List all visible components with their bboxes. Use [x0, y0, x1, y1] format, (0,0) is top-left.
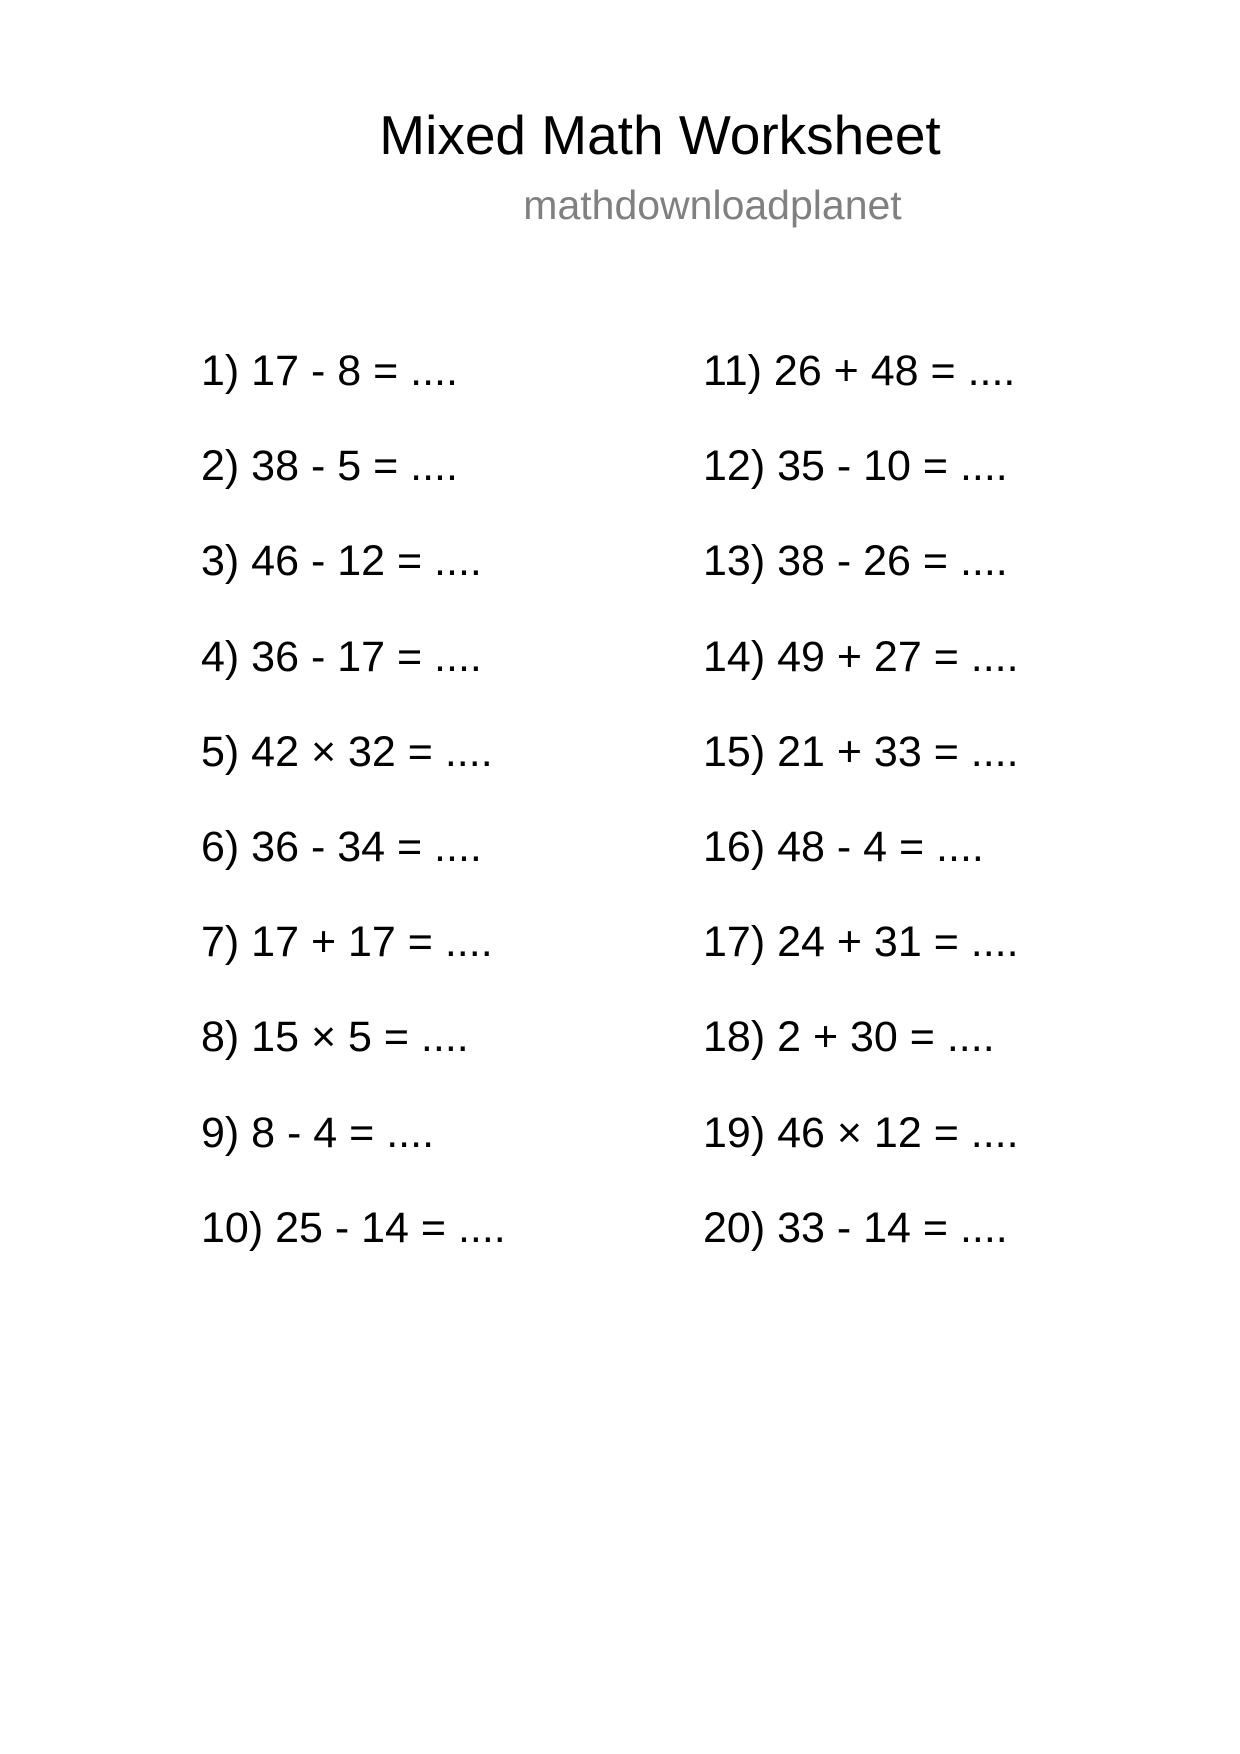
problem-6: 6) 36 - 34 = .... [201, 822, 482, 871]
problem-3: 3) 46 - 12 = .... [201, 537, 482, 586]
problem-7: 7) 17 + 17 = .... [201, 918, 493, 967]
problem-12: 12) 35 - 10 = .... [703, 442, 1008, 491]
problem-20: 20) 33 - 14 = .... [703, 1203, 1008, 1252]
problem-8: 8) 15 × 5 = .... [201, 1013, 469, 1062]
problem-19: 19) 46 × 12 = .... [703, 1108, 1019, 1157]
problem-1: 1) 17 - 8 = .... [201, 347, 458, 395]
source-label: mathdownloadplanet [523, 182, 902, 228]
problem-column-left [201, 345, 506, 1297]
problem-5: 5) 42 × 32 = .... [201, 727, 493, 776]
page-title: Mixed Math Worksheet [379, 104, 941, 166]
problem-15: 15) 21 + 33 = .... [703, 727, 1019, 776]
problem-4: 4) 36 - 17 = .... [201, 632, 482, 681]
problem-9: 9) 8 - 4 = .... [201, 1108, 435, 1157]
problem-2: 2) 38 - 5 = .... [201, 442, 458, 491]
problem-16: 16) 48 - 4 = .... [703, 822, 984, 871]
problem-14: 14) 49 + 27 = .... [703, 632, 1019, 681]
problem-18: 18) 2 + 30 = .... [703, 1013, 995, 1062]
problem-11: 11) 26 + 48 = .... [703, 347, 1016, 395]
problem-13: 13) 38 - 26 = .... [703, 537, 1008, 586]
problem-column-right [703, 345, 1019, 1297]
problem-10: 10) 25 - 14 = .... [201, 1203, 506, 1252]
problem-17: 17) 24 + 31 = .... [703, 918, 1019, 967]
